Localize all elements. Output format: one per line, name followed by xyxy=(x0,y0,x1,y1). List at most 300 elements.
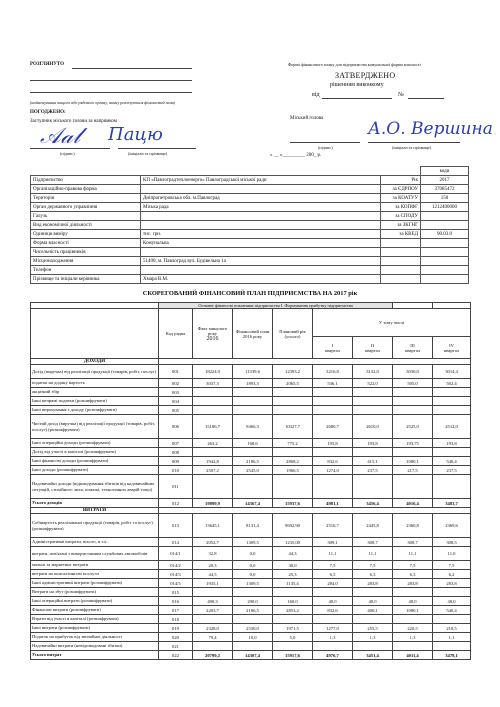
plan-row xyxy=(31,606,471,615)
plan-row xyxy=(31,415,471,439)
plan-row-name: Фінансові витрати (розшифрувати) xyxy=(31,606,159,615)
plan-row-name: Собівартість реалізованої продукції (товарів, робіт та послуг) (розшифрувати) xyxy=(31,514,159,538)
plan-cell-plan: 2868,2 xyxy=(273,457,313,466)
plan-cell-q3: 308,7 xyxy=(393,538,433,547)
plan-cell-q2: 1,3 xyxy=(353,633,393,642)
requisite-value xyxy=(141,266,381,275)
requisite-code xyxy=(421,239,469,248)
requisite-label: Орган державного управління xyxy=(31,203,141,212)
requisite-value: Міська рада xyxy=(141,203,381,212)
plan-cell-q3 xyxy=(393,475,433,499)
plan-cell-q1: 832,6 xyxy=(313,606,353,615)
header-indicator xyxy=(31,309,159,359)
plan-row-name: Інші адміністративні витрати (розшифрувати) xyxy=(31,579,159,588)
requisite-value: 51400, м. Павлоград вул. Будівельна 1а xyxy=(141,257,381,266)
plan-cell-q4: 540,4 xyxy=(433,457,471,466)
plan-row-code: 001 xyxy=(159,365,193,379)
plan-row xyxy=(31,514,471,538)
requisite-row xyxy=(31,257,469,266)
plan-cell-q3 xyxy=(393,397,433,406)
requisite-code xyxy=(421,212,469,221)
plan-row-name: Надзвичайні доходи (відшкодування збитків від надзвичайних ситуацій, стихійного лиха, пожежі, техногенних аварій тощо) xyxy=(31,475,159,499)
plan-cell-q2: 400,1 xyxy=(353,606,393,615)
requisite-label: Одиниця виміру xyxy=(31,230,141,239)
header-fin-plan: Фінансовий план 2016 року xyxy=(233,309,273,359)
requisite-row xyxy=(31,275,469,284)
requisite-label: Територія xyxy=(31,194,141,203)
plan-cell-plan xyxy=(273,475,313,499)
plan-cell-q2 xyxy=(353,388,393,397)
requisite-code-label: за КОАТУУ xyxy=(381,194,421,203)
requisite-value xyxy=(141,185,381,194)
plan-cell-fact: 20,3 xyxy=(193,561,233,570)
plan-cell-fact xyxy=(193,615,233,624)
plan-row-code: 007 xyxy=(159,439,193,448)
plan-cell-plan xyxy=(273,448,313,457)
plan-cell-q3: 220,5 xyxy=(393,624,433,633)
plan-cell-fp: 0,0 xyxy=(233,547,273,561)
plan-row xyxy=(31,397,471,406)
plan-cell-q1: 2680,7 xyxy=(313,415,353,439)
plan-cell-q4: 502,4 xyxy=(433,379,471,388)
financial-plan-table xyxy=(30,302,471,660)
requisite-label: Галузь xyxy=(31,212,141,221)
plan-cell-fp: 11339,6 xyxy=(233,365,273,379)
plan-cell-q2 xyxy=(353,448,393,457)
header-q1: I квартал xyxy=(313,337,353,359)
plan-row-code: 016 xyxy=(159,597,193,606)
requisite-label: Форма власності xyxy=(31,239,141,248)
plan-cell-plan xyxy=(273,388,313,397)
requisite-code: 90.03.0 xyxy=(421,230,469,239)
plan-cell-q3: 505,0 xyxy=(393,379,433,388)
plan-row xyxy=(31,588,471,597)
plan-row-name: Інші операційні доходи (розшифрувати) xyxy=(31,439,159,448)
requisite-code-label xyxy=(381,248,421,257)
plan-row xyxy=(31,475,471,499)
plan-cell-fp xyxy=(233,475,273,499)
plan-row-name: витрати, пов'язані з використанням службових автомобілів xyxy=(31,547,159,561)
plan-cell-fp xyxy=(233,406,273,415)
reviewed-line-3 xyxy=(30,92,192,93)
plan-cell-fp xyxy=(233,642,273,651)
plan-cell-plan: 1966,5 xyxy=(273,466,313,475)
plan-row-code: 006 xyxy=(159,415,193,439)
plan-cell-q4 xyxy=(433,642,471,651)
plan-cell-plan xyxy=(273,615,313,624)
from-line xyxy=(322,98,392,99)
plan-cell-q4: 2512,0 xyxy=(433,415,471,439)
reviewed-label: РОЗГЛЯНУТО xyxy=(30,62,65,67)
plan-cell-q1: 1277,0 xyxy=(313,624,353,633)
plan-cell-fact: 2052,7 xyxy=(193,538,233,547)
plan-cell-plan: 1135,4 xyxy=(273,579,313,588)
plan-cell-q1 xyxy=(313,406,353,415)
plan-row xyxy=(31,457,471,466)
requisite-value: Хмара В.М. xyxy=(141,275,381,284)
header-fact-prev: Факт минулого року 2016 xyxy=(193,309,233,359)
requisite-value xyxy=(141,248,381,257)
plan-row xyxy=(31,579,471,588)
plan-cell-q3: 193,75 xyxy=(393,439,433,448)
plan-cell-q1: 40,0 xyxy=(313,597,353,606)
plan-cell-q1: 309,1 xyxy=(313,538,353,547)
deputy-line: Заступник міського голови за напрямком xyxy=(30,119,117,124)
plan-cell-fp: 290,0 xyxy=(233,597,273,606)
plan-row-code: 015 xyxy=(159,588,193,597)
plan-cell-fp: 0,0 xyxy=(233,561,273,570)
requisite-code-label xyxy=(381,275,421,284)
plan-cell-q3: 7,5 xyxy=(393,561,433,570)
plan-cell-plan: 15917,6 xyxy=(273,651,313,660)
plan-row-name: податок на додану вартість xyxy=(31,379,159,388)
plan-cell-plan: 1971,5 xyxy=(273,624,313,633)
plan-row xyxy=(31,365,471,379)
plan-cell-plan: 2853,2 xyxy=(273,606,313,615)
plan-cell-q2 xyxy=(353,406,393,415)
requisite-code: 1212400000 xyxy=(421,203,469,212)
plan-cell-fact xyxy=(193,588,233,597)
requisite-label: Підприємство xyxy=(31,176,141,185)
requisite-code: 150 xyxy=(421,194,469,203)
plan-cell-fact: 44,5 xyxy=(193,570,233,579)
plan-cell-fp xyxy=(233,397,273,406)
plan-cell-fp: 2545,0 xyxy=(233,466,273,475)
plan-row-name: Інші фінансові доходи (розшифрувати) xyxy=(31,457,159,466)
right-signature: А.О. Вершина xyxy=(368,119,493,139)
plan-row xyxy=(31,570,471,579)
plan-cell-fact: 490,3 xyxy=(193,597,233,606)
plan-row xyxy=(31,642,471,651)
plan-row-code: 017 xyxy=(159,606,193,615)
plan-cell-q1: 4976,7 xyxy=(313,651,353,660)
plan-cell-q4: 3014,4 xyxy=(433,365,471,379)
plan-cell-q2: 11,1 xyxy=(353,547,393,561)
plan-cell-plan: 160,0 xyxy=(273,597,313,606)
plan-row-name: Усього витрат xyxy=(31,651,159,660)
plan-cell-q2: 6,3 xyxy=(353,570,393,579)
sig-caption-right: (підпис) xyxy=(318,145,333,150)
plan-cell-q3: 2360,8 xyxy=(393,514,433,538)
plan-cell-q4: 3483,7 xyxy=(433,499,471,508)
requisite-row xyxy=(31,230,469,239)
plan-cell-q2: 522,0 xyxy=(353,379,393,388)
plan-cell-fp xyxy=(233,615,273,624)
plan-cell-q3 xyxy=(393,588,433,597)
plan-row-code: 021 xyxy=(159,642,193,651)
plan-cell-q1: 1,3 xyxy=(313,633,353,642)
plan-cell-fact: 15186,7 xyxy=(193,415,233,439)
header-plan-year: Плановий рік (усього) xyxy=(273,309,313,359)
plan-cell-plan: 15937,6 xyxy=(273,499,313,508)
plan-cell-q3: 40,0 xyxy=(393,597,433,606)
plan-row-name: мальні та маркетинг витрати xyxy=(31,561,159,570)
plan-cell-q1: 2516,7 xyxy=(313,514,353,538)
plan-row-name: Усього доходів xyxy=(31,499,159,508)
plan-row-name: Інші вирахування з доходу (розшифрувати) xyxy=(31,406,159,415)
plan-cell-q2 xyxy=(353,475,393,499)
sig-caption-left: (підпис) xyxy=(60,151,75,156)
requisites-table xyxy=(30,166,469,284)
reviewed-line-2 xyxy=(30,80,192,81)
plan-cell-q2: 40,0 xyxy=(353,597,393,606)
plan-cell-fact: 3037,3 xyxy=(193,379,233,388)
plan-header-row xyxy=(31,309,471,337)
requisite-label: Чисельність працівників xyxy=(31,248,141,257)
plan-cell-q2: 7,5 xyxy=(353,561,393,570)
plan-cell-q4 xyxy=(433,406,471,415)
requisite-row xyxy=(31,176,469,185)
requisite-code: 2017 xyxy=(421,176,469,185)
plan-row-code: 014/3 xyxy=(159,570,193,579)
plan-cell-q2 xyxy=(353,397,393,406)
requisite-label: Прізвище та ініціали керівника xyxy=(31,275,141,284)
header-q3: III квартал xyxy=(393,337,433,359)
plan-row xyxy=(31,499,471,508)
plan-cell-fp: 0,0 xyxy=(233,570,273,579)
requisite-value: Комунальна xyxy=(141,239,381,248)
requisite-code-label xyxy=(381,257,421,266)
plan-cell-q4: 308,5 xyxy=(433,538,471,547)
decision-line: рішенням виконкому xyxy=(330,82,384,88)
plan-cell-plan: 12393,2 xyxy=(273,365,313,379)
requisite-row xyxy=(31,221,469,230)
plan-cell-q2 xyxy=(353,642,393,651)
plan-cell-q4: 193,8 xyxy=(433,439,471,448)
plan-cell-q3 xyxy=(393,615,433,624)
plan-cell-fact xyxy=(193,406,233,415)
header-code: Код рядка xyxy=(159,309,193,359)
plan-row-name: Інші доходи (розшифрувати) xyxy=(31,466,159,475)
requisite-code-label xyxy=(381,266,421,275)
plan-cell-q2: 2610,0 xyxy=(353,415,393,439)
plan-cell-plan: 9692,90 xyxy=(273,514,313,538)
plan-row xyxy=(31,651,471,660)
plan-cell-plan: 2065,5 xyxy=(273,379,313,388)
plan-cell-fact xyxy=(193,448,233,457)
plan-cell-plan: 30,0 xyxy=(273,561,313,570)
plan-cell-fact: 79,4 xyxy=(193,633,233,642)
plan-cell-plan: 25,3 xyxy=(273,570,313,579)
plan-cell-q2: 237,5 xyxy=(353,466,393,475)
plan-row xyxy=(31,547,471,561)
requisite-value: КП «Павлоградтеплоенерго» Павлоградської міської ради xyxy=(141,176,381,185)
left-signature-name: Пацю xyxy=(108,124,163,145)
plan-cell-fp: 8131,4 xyxy=(233,514,273,538)
plan-cell-q4: 6,2 xyxy=(433,570,471,579)
plan-cell-fp: 2530,0 xyxy=(233,624,273,633)
plan-row xyxy=(31,624,471,633)
requisite-row xyxy=(31,212,469,221)
sig-line-right xyxy=(290,142,360,143)
requisite-label: Організаційно-правова форма xyxy=(31,185,141,194)
plan-row-name: Втрати від участі в капіталі (розшифрувати) xyxy=(31,615,159,624)
plan-cell-q1: 7,5 xyxy=(313,561,353,570)
plan-cell-plan xyxy=(273,588,313,597)
plan-row-code: 009 xyxy=(159,457,193,466)
plan-cell-q4: 40,0 xyxy=(433,597,471,606)
requisite-row xyxy=(31,248,469,257)
plan-row-code: 003 xyxy=(159,388,193,397)
requisite-code-label: за КОПФГ xyxy=(381,203,421,212)
plan-cell-plan: 1235,00 xyxy=(273,538,313,547)
plan-cell-fp: 1893,3 xyxy=(233,379,273,388)
plan-cell-q3: 1080,1 xyxy=(393,606,433,615)
plan-cell-q1: 3216,8 xyxy=(313,365,353,379)
plan-cell-q1 xyxy=(313,615,353,624)
plan-row-name: Інші непрямі податки (розшифрувати) xyxy=(31,397,159,406)
requisite-row xyxy=(31,266,469,275)
plan-row-name: Витрати на збут (розшифрувати) xyxy=(31,588,159,597)
requisite-code xyxy=(421,266,469,275)
plan-cell-q1 xyxy=(313,397,353,406)
plan-cell-q4 xyxy=(433,475,471,499)
plan-cell-q4: 218,5 xyxy=(433,624,471,633)
plan-cell-fp xyxy=(233,448,273,457)
requisite-label: Вид економічної діяльності xyxy=(31,221,141,230)
plan-row xyxy=(31,615,471,624)
plan-row-code: 010 xyxy=(159,466,193,475)
plan-cell-q3: 3030,0 xyxy=(393,365,433,379)
plan-row xyxy=(31,406,471,415)
plan-cell-q1: 1274,0 xyxy=(313,466,353,475)
plan-row-code: 020 xyxy=(159,633,193,642)
plan-row-name: Інші операційні витрати (розшифрувати) xyxy=(31,597,159,606)
requisite-code-label: за ЗКГНГ xyxy=(381,221,421,230)
from-label: від xyxy=(312,92,320,98)
approved-title: ЗАТВЕРДЖЕНО xyxy=(335,71,396,80)
plan-subtitle: Основні фінансові показники підприємства I. Формування прибутку підприємства xyxy=(159,303,393,309)
requisite-value xyxy=(141,212,381,221)
reviewed-note: (найменування вищого або рядового органу, якому реалізується фінансовий план) xyxy=(30,100,176,105)
plan-row xyxy=(31,538,471,547)
plan-cell-q1: 6,5 xyxy=(313,570,353,579)
requisite-code xyxy=(421,248,469,257)
plan-row-name: Дохід від участі в капіталі (розшифрувати) xyxy=(31,448,159,457)
plan-row-name: акцизний збір xyxy=(31,388,159,397)
plan-cell-fp: 2186,5 xyxy=(233,457,273,466)
date-line: « __ »_________ 200_ р. xyxy=(270,153,322,158)
sig-line-left xyxy=(30,148,110,149)
plan-cell-fp: 1309,5 xyxy=(233,538,273,547)
plan-cell-q1 xyxy=(313,475,353,499)
plan-cell-fact: 20799,2 xyxy=(193,651,233,660)
plan-cell-q4 xyxy=(433,397,471,406)
header-q2: II квартал xyxy=(353,337,393,359)
plan-row-code: 013 xyxy=(159,514,193,538)
plan-cell-fact xyxy=(193,388,233,397)
plan-cell-fp: 168,6 xyxy=(233,439,273,448)
plan-row xyxy=(31,561,471,570)
plan-row-name: Інші витрати (розшифрувати) xyxy=(31,624,159,633)
plan-cell-q1 xyxy=(313,448,353,457)
plan-cell-q2: 2445,8 xyxy=(353,514,393,538)
plan-cell-plan: 10327,7 xyxy=(273,415,313,439)
plan-row-code: 014/1 xyxy=(159,547,193,561)
plan-cell-q3: 1080,1 xyxy=(393,457,433,466)
plan-cell-q2: 283,8 xyxy=(353,579,393,588)
plan-cell-fact xyxy=(193,475,233,499)
plan-cell-q4: 1,1 xyxy=(433,633,471,642)
section-expense-label: ВИТРАТИ xyxy=(31,508,159,514)
plan-cell-q3: 283,8 xyxy=(393,579,433,588)
plan-cell-q4: 237,5 xyxy=(433,466,471,475)
plan-cell-q4 xyxy=(433,448,471,457)
requisite-label: Місцезнаходження xyxy=(31,257,141,266)
plan-row-code: 004 xyxy=(159,397,193,406)
plan-cell-fact: 2328,0 xyxy=(193,624,233,633)
plan-row-name: витрати на консалтингові послуги xyxy=(31,570,159,579)
requisite-value: тис. грн. xyxy=(141,230,381,239)
plan-cell-q2: 415,1 xyxy=(353,457,393,466)
plan-cell-fp: 10,0 xyxy=(233,633,273,642)
plan-cell-q2: 3451,4 xyxy=(353,651,393,660)
plan-row-code: 022 xyxy=(159,651,193,660)
plan-row xyxy=(31,388,471,397)
plan-cell-fact xyxy=(193,397,233,406)
plan-cell-q2: 193,8 xyxy=(353,439,393,448)
plan-cell-plan: 5,0 xyxy=(273,633,313,642)
plan-cell-fact: 18224,0 xyxy=(193,365,233,379)
no-label: № xyxy=(398,92,404,98)
plan-cell-fp xyxy=(233,588,273,597)
plan-row-name: Надзвичайні витрати (невідшкодовані збитки) xyxy=(31,642,159,651)
plan-row xyxy=(31,439,471,448)
plan-cell-plan: 44,3 xyxy=(273,547,313,561)
plan-cell-q3 xyxy=(393,406,433,415)
plan-row-code: 008 xyxy=(159,448,193,457)
plan-cell-q1: 193,8 xyxy=(313,439,353,448)
plan-cell-fp xyxy=(233,388,273,397)
requisite-code xyxy=(421,275,469,284)
plan-cell-q3: 217,5 xyxy=(393,466,433,475)
plan-cell-q3: 1,3 xyxy=(393,633,433,642)
plan-cell-q4 xyxy=(433,388,471,397)
requisite-row xyxy=(31,185,469,194)
form-note: Форма фінансового плану для підприємства комунальної форми власності xyxy=(288,62,421,67)
plan-cell-plan xyxy=(273,397,313,406)
plan-cell-fact: 13645,1 xyxy=(193,514,233,538)
requisite-value: Дніпропетровська обл. м.Павлоград xyxy=(141,194,381,203)
name-caption-right: (ініціали та прізвище) xyxy=(392,145,432,150)
name-caption-left: (ініціали та прізвище) xyxy=(128,151,168,156)
plan-row xyxy=(31,597,471,606)
plan-row-code: 002 xyxy=(159,379,193,388)
requisite-label: Телефон xyxy=(31,266,141,275)
plan-cell-fact: 1935,1 xyxy=(193,579,233,588)
plan-cell-q2: 255,5 xyxy=(353,624,393,633)
plan-cell-fact: 2507,2 xyxy=(193,466,233,475)
plan-cell-q1: 11,1 xyxy=(313,547,353,561)
plan-row xyxy=(31,379,471,388)
plan-row xyxy=(31,448,471,457)
plan-cell-q2: 3132,0 xyxy=(353,365,393,379)
plan-cell-plan xyxy=(273,406,313,415)
reviewed-line xyxy=(72,68,192,69)
requisite-row xyxy=(31,239,469,248)
plan-cell-fact: 1942,8 xyxy=(193,457,233,466)
requisite-code: 37085472 xyxy=(421,185,469,194)
plan-cell-q3: 4011,4 xyxy=(393,651,433,660)
plan-cell-fact: 32,8 xyxy=(193,547,233,561)
plan-row-code: 012 xyxy=(159,499,193,508)
plan-cell-plan: 775,2 xyxy=(273,439,313,448)
requisite-value xyxy=(141,221,381,230)
header-quarters-group: У тому числі xyxy=(313,309,471,337)
plan-cell-q4: 7,5 xyxy=(433,561,471,570)
plan-row-code: 011 xyxy=(159,475,193,499)
plan-cell-q3 xyxy=(393,448,433,457)
